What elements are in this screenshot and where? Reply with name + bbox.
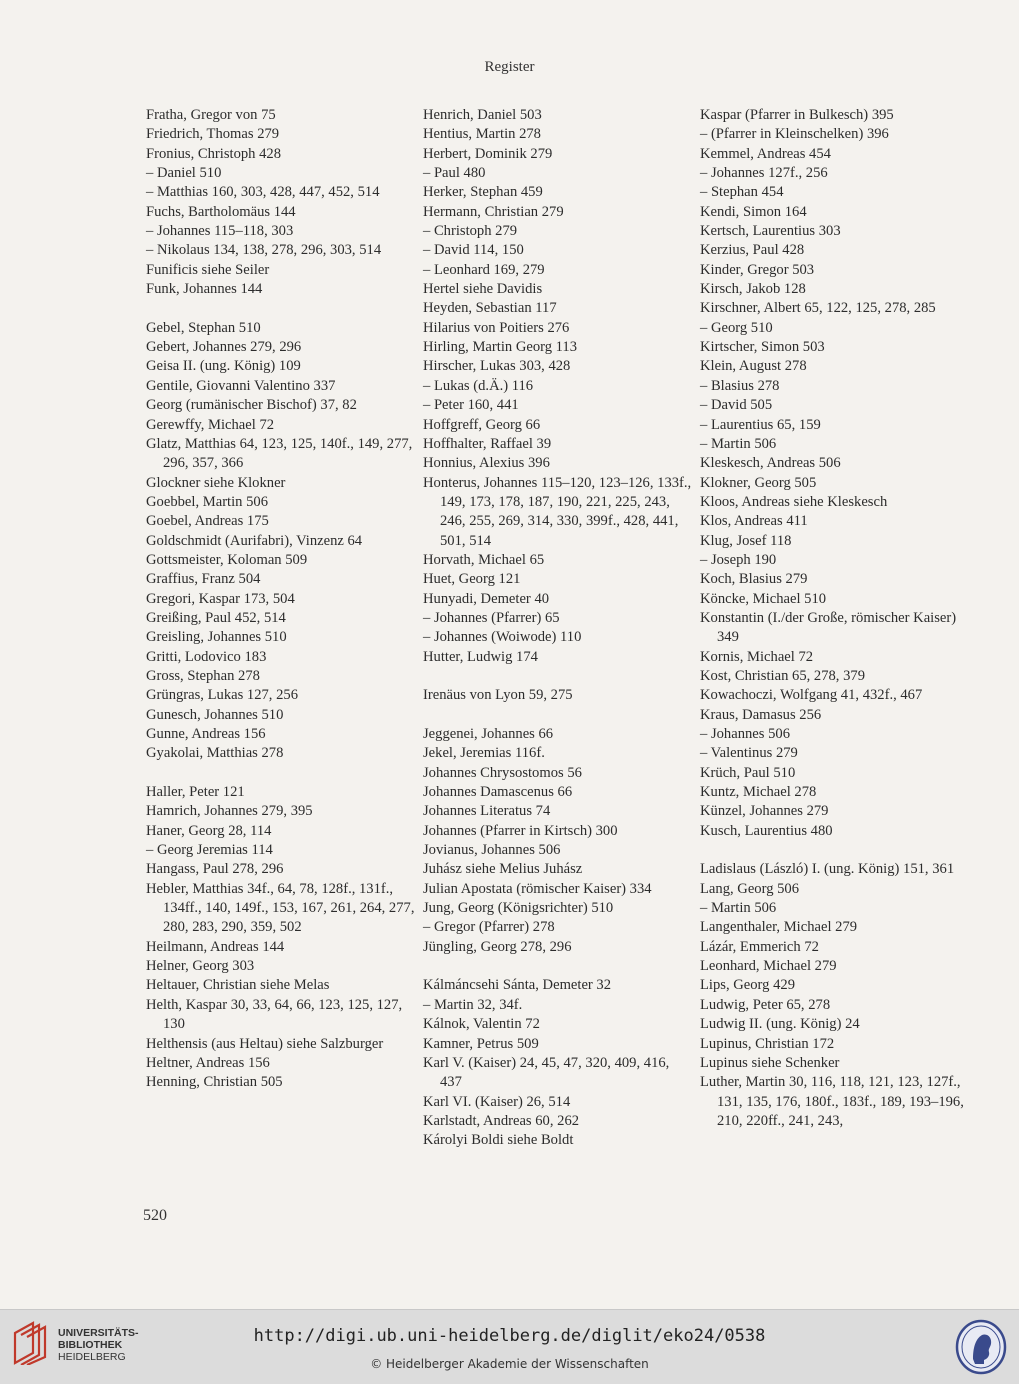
index-entry: Irenäus von Lyon 59, 275: [423, 687, 573, 704]
index-entry: Klug, Josef 118: [700, 532, 792, 549]
index-entry: Glockner siehe Klokner: [146, 474, 286, 491]
index-entry: – Georg 510: [700, 319, 773, 336]
index-entry: Hermann, Christian 279: [423, 203, 564, 220]
index-entry: Helth, Kaspar 30, 33, 64, 66, 123, 125, 127, 130: [146, 996, 403, 1033]
index-entry: Hunyadi, Demeter 40: [423, 590, 550, 607]
index-entry: Helner, Georg 303: [146, 958, 255, 975]
index-entry: Huet, Georg 121: [423, 571, 521, 588]
academy-seal-icon[interactable]: [955, 1319, 1007, 1375]
index-entry: Klein, August 278: [700, 358, 807, 375]
index-entry: Jeggenei, Johannes 66: [423, 726, 554, 742]
index-entry: Hentius, Martin 278: [423, 126, 541, 143]
index-entry: Grüngras, Lukas 127, 256: [146, 687, 298, 704]
index-entry: Klos, Andreas 411: [700, 513, 808, 530]
index-entry: Hamrich, Johannes 279, 395: [146, 803, 313, 820]
index-entry: Kirtscher, Simon 503: [700, 339, 825, 356]
index-entry: Horvath, Michael 65: [423, 551, 545, 568]
index-entry: – Nikolaus 134, 138, 278, 296, 303, 514: [146, 242, 382, 259]
index-entry: – Johannes 115–118, 303: [146, 223, 294, 240]
index-entry: – Johannes 127f., 256: [700, 165, 828, 182]
index-entry: Hoffgreff, Georg 66: [423, 416, 541, 433]
index-entry: Lupinus, Christian 172: [700, 1035, 835, 1052]
index-entry: – Martin 506: [700, 435, 777, 452]
index-entry: Johannes Chrysostomos 56: [423, 764, 582, 781]
index-entry: Georg (rumänischer Bischof) 37, 82: [146, 397, 357, 414]
index-entry: Hilarius von Poitiers 276: [423, 319, 570, 336]
index-entry: Graffius, Franz 504: [146, 571, 261, 588]
index-entry: Kinder, Gregor 503: [700, 261, 815, 278]
index-entry: – Georg Jeremias 114: [146, 842, 273, 859]
index-entry: Langenthaler, Michael 279: [700, 919, 858, 936]
index-entry: – Peter 160, 441: [423, 397, 519, 414]
index-entry: – Gregor (Pfarrer) 278: [423, 919, 555, 936]
index-entry: Hirling, Martin Georg 113: [423, 339, 578, 356]
index-entry: Goebbel, Martin 506: [146, 493, 268, 510]
index-entry: Heyden, Sebastian 117: [423, 300, 557, 317]
index-entry: Juhász siehe Melius Juhász: [423, 861, 583, 878]
section-gap: [146, 764, 416, 783]
index-entry: Kerzius, Paul 428: [700, 242, 805, 259]
index-entry: Gritti, Lodovico 183: [146, 648, 267, 665]
index-entry: Glatz, Matthias 64, 123, 125, 140f., 149, 277, 296, 357, 366: [146, 435, 413, 472]
index-entry: Klokner, Georg 505: [700, 474, 817, 491]
index-entry: Kálnok, Valentin 72: [423, 1016, 540, 1033]
page-number: 520: [143, 1207, 167, 1224]
index-entry: – Joseph 190: [700, 551, 777, 568]
index-entry: Ludwig, Peter 65, 278: [700, 996, 831, 1013]
index-entry: Goebel, Andreas 175: [146, 513, 269, 530]
index-entry: – Johannes 506: [700, 726, 790, 742]
index-entry: Greißing, Paul 452, 514: [146, 609, 286, 626]
index-entry: Gebel, Stephan 510: [146, 319, 261, 336]
index-column-1: [146, 106, 416, 1093]
index-entry: Lázár, Emmerich 72: [700, 938, 819, 955]
index-entry: Honterus, Johannes 115–120, 123–126, 133f., 149, 173, 178, 187, 190, 221, 225, 243, 246, 255, 269, 314, 330, 399f., 428, 441, 501, 514: [423, 474, 692, 549]
index-entry: Kirschner, Albert 65, 122, 125, 278, 285: [700, 300, 936, 317]
index-entry: Geisa II. (ung. König) 109: [146, 358, 301, 375]
index-entry: – Stephan 454: [700, 184, 784, 201]
index-entry: – Blasius 278: [700, 377, 780, 394]
index-entry: Ladislaus (László) I. (ung. König) 151, 361: [700, 861, 955, 878]
index-entry: Gentile, Giovanni Valentino 337: [146, 377, 336, 394]
index-entry: – David 114, 150: [423, 242, 524, 259]
index-entry: Kloos, Andreas siehe Kleskesch: [700, 493, 888, 510]
index-entry: Koch, Blasius 279: [700, 571, 808, 588]
library-name-line-2: BIBLIOTHEK: [58, 1339, 123, 1351]
section-gap: [146, 299, 416, 318]
index-entry: Karl VI. (Kaiser) 26, 514: [423, 1093, 571, 1110]
index-entry: Greisling, Johannes 510: [146, 629, 287, 646]
index-entry: Goldschmidt (Aurifabri), Vinzenz 64: [146, 532, 363, 549]
index-entry: Hangass, Paul 278, 296: [146, 861, 284, 878]
index-entry: Friedrich, Thomas 279: [146, 126, 280, 143]
index-entry: – (Pfarrer in Kleinschelken) 396: [700, 126, 889, 143]
index-entry: Funk, Johannes 144: [146, 281, 263, 298]
index-entry: Jekel, Jeremias 116f.: [423, 745, 545, 762]
index-entry: – David 505: [700, 397, 773, 414]
section-gap: [423, 706, 693, 725]
index-entry: – Martin 506: [700, 900, 777, 917]
index-entry: Köncke, Michael 510: [700, 590, 827, 607]
index-entry: Johannes Damascenus 66: [423, 784, 573, 801]
index-entry: Kálmáncsehi Sánta, Demeter 32: [423, 977, 612, 994]
index-entry: Kusch, Laurentius 480: [700, 822, 833, 839]
index-entry: Haller, Peter 121: [146, 784, 245, 801]
footer-bar: [0, 1309, 1019, 1384]
index-entry: Ludwig II. (ung. König) 24: [700, 1016, 860, 1033]
index-entry: Künzel, Johannes 279: [700, 803, 829, 820]
index-entry: Károlyi Boldi siehe Boldt: [423, 1132, 574, 1149]
index-entry: – Johannes (Woiwode) 110: [423, 629, 582, 646]
index-entry: – Lukas (d.Ä.) 116: [423, 377, 534, 394]
index-entry: Gunesch, Johannes 510: [146, 706, 284, 723]
index-entry: Leonhard, Michael 279: [700, 958, 837, 975]
index-entry: Kost, Christian 65, 278, 379: [700, 667, 865, 684]
index-entry: – Leonhard 169, 279: [423, 261, 545, 278]
index-entry: Kamner, Petrus 509: [423, 1035, 539, 1052]
index-entry: Hirscher, Lukas 303, 428: [423, 358, 571, 375]
index-entry: Funificis siehe Seiler: [146, 261, 270, 278]
index-entry: Fratha, Gregor von 75: [146, 107, 276, 123]
index-entry: Jung, Georg (Königsrichter) 510: [423, 900, 614, 917]
index-entry: Hoffhalter, Raffael 39: [423, 435, 552, 452]
page-header: Register: [484, 59, 535, 75]
index-entry: Heltauer, Christian siehe Melas: [146, 977, 330, 994]
index-entry: Herbert, Dominik 279: [423, 145, 553, 162]
section-gap: [423, 667, 693, 686]
index-entry: Herker, Stephan 459: [423, 184, 543, 201]
index-entry: Jüngling, Georg 278, 296: [423, 938, 572, 955]
index-entry: Kuntz, Michael 278: [700, 784, 817, 801]
index-entry: Johannes Literatus 74: [423, 803, 551, 820]
index-entry: Lips, Georg 429: [700, 977, 795, 994]
index-entry: Kaspar (Pfarrer in Bulkesch) 395: [700, 107, 894, 123]
index-entry: Hertel siehe Davidis: [423, 281, 543, 298]
index-entry: Konstantin (I./der Große, römischer Kaiser) 349: [700, 609, 957, 646]
section-gap: [423, 957, 693, 976]
index-entry: – Daniel 510: [146, 165, 222, 182]
index-entry: Krüch, Paul 510: [700, 764, 796, 781]
index-entry: Karlstadt, Andreas 60, 262: [423, 1112, 580, 1129]
index-entry: Kleskesch, Andreas 506: [700, 455, 841, 472]
index-entry: Lang, Georg 506: [700, 880, 800, 897]
index-entry: Karl V. (Kaiser) 24, 45, 47, 320, 409, 416, 437: [423, 1054, 670, 1091]
copyright-notice: © Heidelberger Akademie der Wissenschaften: [370, 1357, 649, 1371]
index-entry: Haner, Georg 28, 114: [146, 822, 272, 839]
index-entry: Helthensis (aus Heltau) siehe Salzburger: [146, 1035, 384, 1052]
index-entry: Kertsch, Laurentius 303: [700, 223, 841, 240]
index-entry: Gregori, Kaspar 173, 504: [146, 590, 295, 607]
index-entry: Fuchs, Bartholomäus 144: [146, 203, 296, 220]
index-entry: Gerewffy, Michael 72: [146, 416, 275, 433]
index-entry: – Johannes (Pfarrer) 65: [423, 609, 560, 626]
index-entry: Johannes (Pfarrer in Kirtsch) 300: [423, 822, 618, 839]
index-entry: Heilmann, Andreas 144: [146, 938, 285, 955]
index-entry: Gebert, Johannes 279, 296: [146, 339, 302, 356]
index-entry: Gyakolai, Matthias 278: [146, 745, 284, 762]
index-column-3: [700, 106, 970, 1131]
permalink-url[interactable]: http://digi.ub.uni-heidelberg.de/diglit/eko24/0538: [253, 1326, 766, 1346]
index-entry: – Matthias 160, 303, 428, 447, 452, 514: [146, 184, 380, 201]
index-entry: Heltner, Andreas 156: [146, 1054, 270, 1071]
index-entry: Kornis, Michael 72: [700, 648, 814, 665]
index-entry: Gross, Stephan 278: [146, 667, 260, 684]
index-entry: Gottsmeister, Koloman 509: [146, 551, 308, 568]
section-gap: [700, 841, 970, 860]
index-entry: Gunne, Andreas 156: [146, 726, 266, 742]
library-name-line-1: UNIVERSITÄTS-: [58, 1327, 139, 1339]
index-entry: – Martin 32, 34f.: [423, 996, 523, 1013]
index-entry: Hebler, Matthias 34f., 64, 78, 128f., 131f., 134ff., 140, 149f., 153, 167, 261, 264, 277, 280, 283, 290, 359, 502: [146, 880, 415, 936]
index-entry: Kraus, Damasus 256: [700, 706, 822, 723]
index-column-2: [423, 106, 693, 1151]
index-entry: Henning, Christian 505: [146, 1074, 283, 1091]
index-entry: Kemmel, Andreas 454: [700, 145, 831, 162]
index-entry: – Christoph 279: [423, 223, 518, 240]
index-entry: – Laurentius 65, 159: [700, 416, 821, 433]
library-name-line-3: HEIDELBERG: [58, 1351, 126, 1363]
index-entry: – Valentinus 279: [700, 745, 798, 762]
index-entry: – Paul 480: [423, 165, 486, 182]
index-entry: Kowachoczi, Wolfgang 41, 432f., 467: [700, 687, 923, 704]
index-entry: Jovianus, Johannes 506: [423, 842, 561, 859]
index-entry: Honnius, Alexius 396: [423, 455, 550, 472]
index-entry: Hutter, Ludwig 174: [423, 648, 538, 665]
index-entry: Fronius, Christoph 428: [146, 145, 282, 162]
index-entry: Kendi, Simon 164: [700, 203, 807, 220]
index-entry: Julian Apostata (römischer Kaiser) 334: [423, 880, 652, 897]
index-entry: Lupinus siehe Schenker: [700, 1054, 840, 1071]
index-entry: Henrich, Daniel 503: [423, 107, 542, 123]
index-entry: Kirsch, Jakob 128: [700, 281, 806, 298]
index-entry: Luther, Martin 30, 116, 118, 121, 123, 127f., 131, 135, 176, 180f., 183f., 189, 193–196, 210, 220ff., 241, 243,: [700, 1074, 964, 1129]
